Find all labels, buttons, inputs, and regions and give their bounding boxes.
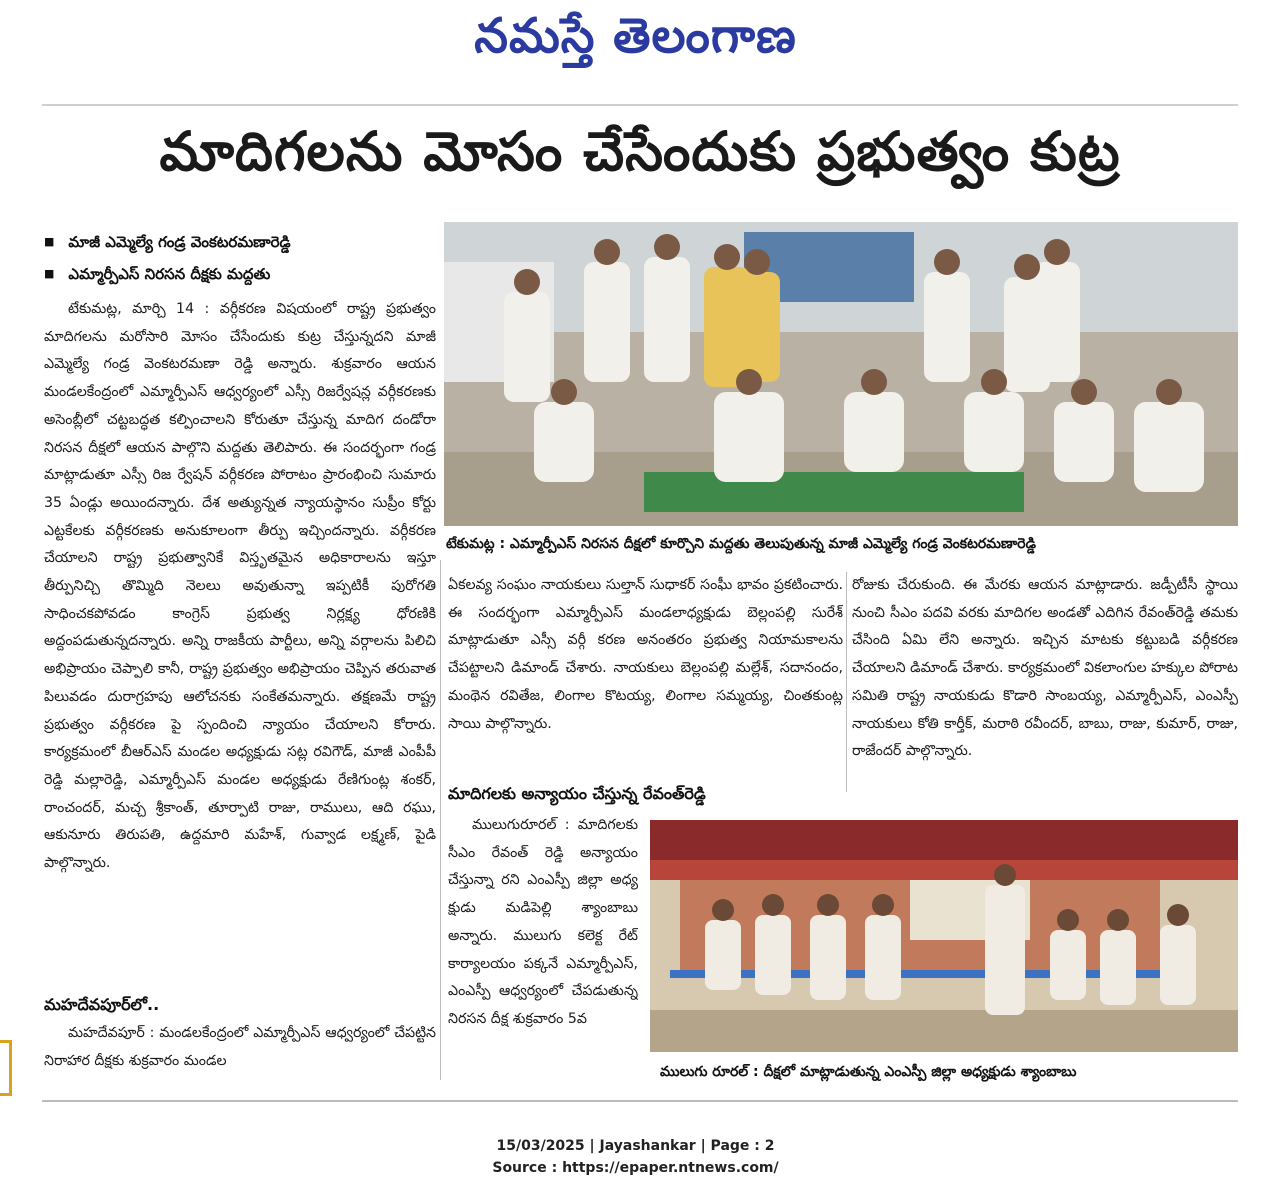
article-column-1: [44, 296, 436, 992]
section-subhead: మహదేవపూర్‌లో..: [44, 995, 160, 1014]
article-paragraph: రోజుకు చేరుకుంది. ఈ మేరకు ఆయన మాట్లాడారు. జడ్పీటీసీ స్థాయి నుంచి సీఎం పదవి వరకు మాదిగల అండతో ఎదిగిన రేవంత్‌రెడ్డి తమకు చేసింది ఏమి లేని అన్నారు. ఇచ్చిన మాటకు కట్టుబడి వర్గీకరణ చేయాలని డిమాండ్ చేశారు. కార్యక్రమంలో వికలాంగుల హక్కుల పోరాట సమితి రాష్ట్ర నాయకుడు కొడారి సాంబయ్య, ఎమ్మార్పీఎస్, ఎంఎస్పీ నాయకులు కోతి కార్తీక్, మరాఠి రవీందర్, బాబు, రాజు, కుమార్, రాజు, రాజేందర్ పాల్గొన్నారు.: [852, 577, 1238, 760]
article-paragraph: మహదేవపూర్ : మండలకేంద్రంలో ఎమ్మార్పీఎస్ ఆధ్వర్యంలో చేపట్టిన నిరాహార దీక్షకు శుక్రవారం మండల: [44, 1025, 436, 1069]
column-divider: [846, 572, 847, 792]
photo-caption: ములుగు రూరల్ : దీక్షలో మాట్లాడుతున్న ఎంఎస్పీ జిల్లా అధ్యక్షుడు శ్యాంబాబు: [660, 1064, 1077, 1080]
section-subhead: మాదిగలకు అన్యాయం చేస్తున్న రేవంత్‌రెడ్డి: [448, 784, 706, 803]
page-edge-mark: [0, 1040, 12, 1096]
footer-edition-info: 15/03/2025 | Jayashankar | Page : 2: [496, 1138, 775, 1154]
photo-protest-tekumatla: [444, 222, 1238, 526]
article-column-2-continued: [448, 812, 638, 1064]
masthead-logo: నమస్తే తెలంగాణ: [474, 8, 797, 64]
photo-caption: టేకుమట్ల : ఎమ్మార్పీఎస్ నిరసన దీక్షలో కూర్చొని మద్దతు తెలుపుతున్న మాజీ ఎమ్మెల్యే గండ్ర వెంకటరమణారెడ్డి: [446, 536, 1036, 552]
article-paragraph: ములుగురూరల్ : మాదిగలకు సీఎం రేవంత్ రెడ్డి అన్యాయం చేస్తున్నా రని ఎంఎస్పీ జిల్లా అధ్య క్షుడు మడిపెల్లి శ్యాంబాబు అన్నారు. ములుగు కలెక్ట రేట్ కార్యాలయం పక్కనే ఎమ్మార్పీఎస్, ఎంఎస్పీ ఆధ్వర్యంలో చేపడుతున్న నిరసన దీక్ష శుక్రవారం 5వ: [448, 817, 638, 1027]
footer-source: Source : https://epaper.ntnews.com/: [492, 1160, 779, 1176]
article-column-3: [852, 572, 1238, 796]
highlight-item: ■ మాజీ ఎమ్మెల్యే గండ్ర వెంకటరమణారెడ్డి: [44, 228, 439, 260]
article-column-1-continued: [44, 1020, 436, 1080]
article-paragraph: ఏకలవ్య సంఘం నాయకులు సుల్తాన్ సుధాకర్ సంఘీ భావం ప్రకటించారు. ఈ సందర్భంగా ఎమ్మార్పీఎస్ మండలాధ్యక్షుడు బెల్లంపల్లి సురేశ్ మాట్లాడుతూ ఎస్సీ వర్గీ కరణ అనంతరం ప్రభుత్వ నియామకాలను చేపట్టాలని డిమాండ్ చేశారు. నాయకులు బెల్లంపల్లి మల్లేశ్, సదానందం, మంథెన రవితేజ, లింగాల కొటయ్య, లింగాల సమ్మయ్య, చింతకుంట్ల సాయి పాల్గొన్నారు.: [448, 577, 843, 732]
article-paragraph: టేకుమట్ల, మార్చి 14 : వర్గీకరణ విషయంలో రాష్ట్ర ప్రభుత్వం మాదిగలను మరోసారి మోసం చేసేందుకు కుట్ర చేస్తున్నదని మాజీ ఎమ్మెల్యే గండ్ర వెంకటరమణా రెడ్డి అన్నారు. శుక్రవారం ఆయన మండలకేంద్రంలో ఎమ్మార్పీఎస్ ఆధ్వర్యంలో ఎస్సీ రిజర్వేషన్ల వర్గీకరణకు అసెంబ్లీలో చట్టబద్ధత కల్పించాలని కోరుతూ చేస్తున్న మాదిగ దండోరా నిరసన దీక్షలో ఆయన పాల్గొని మద్దతు తెలిపారు. ఈ సందర్భంగా గండ్ర మాట్లాడుతూ ఎస్సీ రిజ ర్వేషన్ వర్గీకరణ పోరాటం ప్రారంభించి సుమారు 35 ఏండ్లు అయిందన్నారు. దేశ అత్యున్నత న్యాయస్థానం సుప్రీం కోర్టు ఎట్టకేలకు వర్గీకరణకు అనుకూలంగా తీర్పు ఇచ్చిందన్నారు. వర్గీకరణ చేయాలని రాష్ట్ర ప్రభుత్వానికే విస్తృతమైన అధికారాలను ఇస్తూ తీర్పునిచ్చి తొమ్మిది నెలలు అవుతున్నా ఇప్పటికీ పురోగతి సాధించకపోవడం కాంగ్రెస్ ప్రభుత్వ నిర్లక్ష్య ధోరణికి అద్దంపడుతున్నదన్నారు. అన్ని రాజకీయ పార్టీలు, అన్ని వర్గాలను పిలిచి అభిప్రాయం చెప్పాలి కానీ, రాష్ట్ర ప్రభుత్వం అభిప్రాయం చెప్పిన తరువాత పిలువడం దురాగ్రహపు ఆలోచనకు సంకేతమన్నారు. తక్షణమే రాష్ట్ర ప్రభుత్వం వర్గీకరణ పై స్పందించి న్యాయం చేయాలని కోరారు. కార్యక్రమంలో బీఆర్ఎస్ మండల అధ్యక్షుడు సట్ల రవిగౌడ్, మాజీ ఎంపీపీ రెడ్డి మల్లారెడ్డి, ఎమ్మార్పీఎస్ మండల అధ్యక్షుడు రేణిగుంట్ల శంకర్, రాంచందర్, మచ్చ శ్రీకాంత్, తూర్పాటి రాజు, రాములు, ఆది రఘు, ఆకునూరు తిరుపతి, ఉద్దమారి మహేశ్, గువ్వాడ లక్ష్మణ్, పైడి పాల్గొన్నారు.: [44, 301, 436, 872]
highlight-item: ■ ఎమ్మార్పీఎస్ నిరసన దీక్షకు మద్దతు: [44, 260, 439, 292]
headline: మాదిగలను మోసం చేసేందుకు ప్రభుత్వం కుట్ర: [159, 120, 1121, 183]
highlights-list: [44, 228, 439, 292]
column-divider: [440, 560, 441, 1080]
photo-protest-mulugu: [650, 820, 1238, 1052]
article-column-2: [448, 572, 843, 780]
top-divider: [42, 104, 1238, 106]
bottom-divider: [42, 1100, 1238, 1102]
